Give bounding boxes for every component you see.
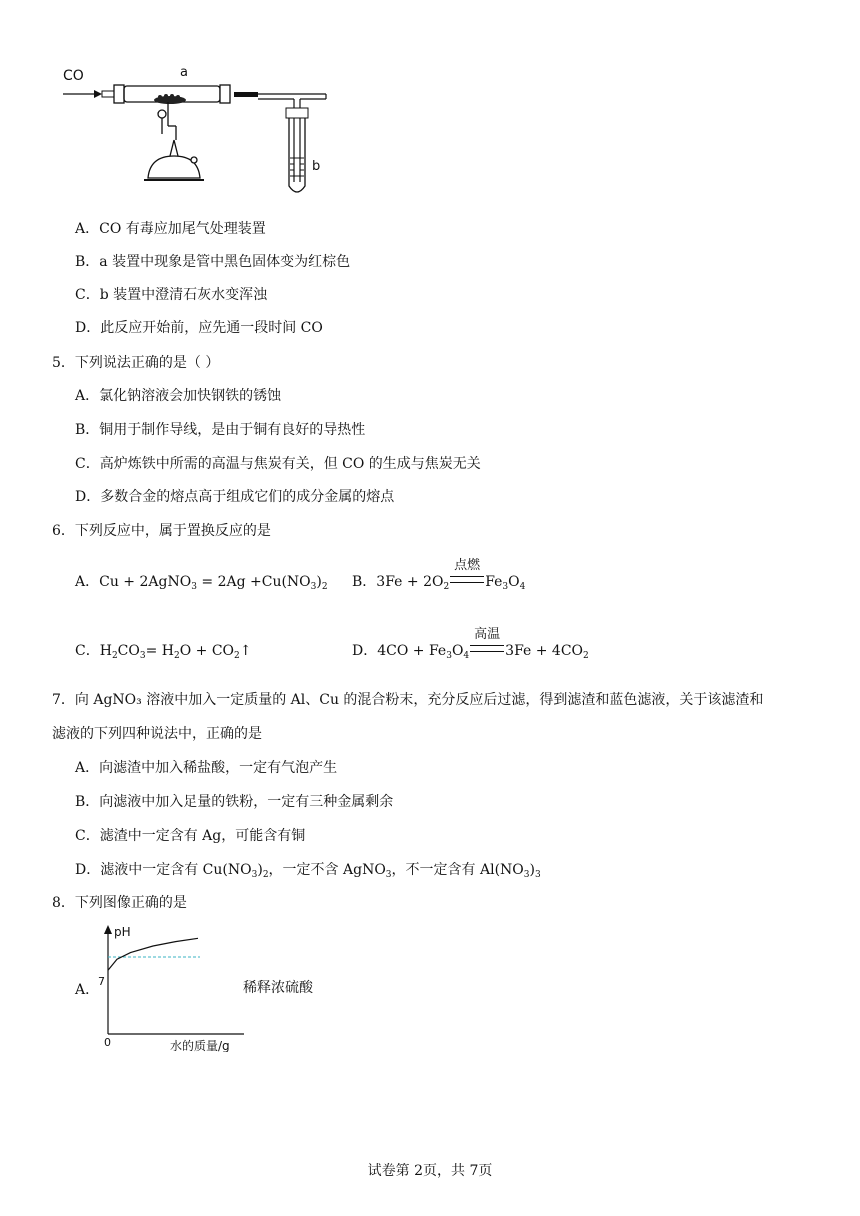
origin-label: 0 — [104, 1036, 111, 1049]
right-stopper — [220, 85, 230, 103]
q6-option-b: B．$3Fe + 2O_2$ 点燃 $Fe_3O_4$ — [352, 558, 526, 592]
q6-option-d-letter: D． — [352, 643, 378, 659]
q7-option-a: A．向滤渣中加入稀盐酸，一定有气泡产生 — [75, 760, 338, 776]
q8-stem: 8．下列图像正确的是 — [52, 895, 187, 911]
reaction-condition-high-temp: 高温 — [470, 641, 504, 661]
q6-option-c: C．$H_2CO_3= H_2O$ + $CO_2↑$ — [75, 643, 252, 661]
q7-option-d: D．滤液中一定含有 $Cu(NO_3)_2$，一定不含 AgNO$_3$，不一定含有 $Al(NO_3)_3$ — [75, 862, 541, 880]
q8-option-a-caption: 稀释浓硫酸 — [243, 980, 313, 996]
solid-powder — [154, 94, 186, 104]
q4-option-d: D．此反应开始前，应先通一段时间 CO — [75, 320, 323, 336]
page-footer: 试卷第 2页，共 7页 — [367, 1163, 493, 1179]
rubber-connector — [234, 92, 258, 97]
q7-stem-line2: 滤液的下列四种说法中，正确的是 — [52, 726, 262, 742]
q6-stem: 6．下列反应中，属于置换反应的是 — [52, 523, 271, 539]
q6-option-b-letter: B． — [352, 574, 377, 590]
q4-option-c: C．b 装置中澄清石灰水变浑浊 — [75, 287, 268, 303]
co-reduction-apparatus — [58, 64, 338, 204]
q5-stem: 5．下列说法正确的是（ ） — [52, 355, 220, 371]
co-gas-label: CO — [63, 68, 84, 84]
tube-a-label: a — [180, 65, 188, 80]
q7-stem-line1: 7．向 AgNO₃ 溶液中加入一定质量的 Al、Cu 的混合粉末，充分反应后过滤，得到滤渣和蓝色滤液，关于该滤渣和 — [52, 692, 764, 708]
q7-option-b: B．向滤液中加入足量的铁粉，一定有三种金属剩余 — [75, 794, 394, 810]
reaction-condition-ignite: 点燃 — [450, 572, 484, 592]
x-axis-label: 水的质量/g — [170, 1039, 230, 1052]
q8-option-a-letter: A． — [75, 982, 100, 998]
ph-dilution-chart — [94, 922, 254, 1052]
test-tube-b — [289, 118, 305, 192]
y-axis-arrow-icon — [104, 925, 112, 934]
q6-option-c-letter: C． — [75, 643, 100, 659]
q7-option-d-letter: D． — [75, 862, 101, 878]
q6-option-a-letter: A． — [75, 574, 100, 590]
alcohol-lamp — [144, 140, 204, 180]
y-tick-label: 7 — [98, 975, 105, 988]
ph-curve — [108, 938, 198, 970]
q5-option-b: B．铜用于制作导线，是由于铜有良好的导热性 — [75, 422, 366, 438]
iron-stand — [158, 102, 176, 140]
q4-option-a: A．CO 有毒应加尾气处理装置 — [75, 221, 266, 237]
q7-option-c: C．滤渣中一定含有 Ag，可能含有铜 — [75, 828, 306, 844]
testtube-stopper — [286, 108, 308, 118]
left-stopper — [114, 85, 124, 103]
q5-option-d: D．多数合金的熔点高于组成它们的成分金属的熔点 — [75, 489, 395, 505]
q5-option-c: C．高炉炼铁中所需的高温与焦炭有关，但 CO 的生成与焦炭无关 — [75, 456, 481, 472]
y-axis-label: pH — [114, 925, 131, 939]
q4-option-b: B．a 装置中现象是管中黑色固体变为红棕色 — [75, 254, 351, 270]
testtube-b-label: b — [312, 159, 321, 174]
q6-option-a: A．Cu + 2AgNO$_3$ = $2Ag +Cu(NO_3)_2$ — [75, 574, 328, 592]
q6-option-d: D．$4CO + Fe_3O_4$ 高温 $3Fe + 4CO_2$ — [352, 627, 589, 661]
arrow-head-icon — [94, 90, 102, 98]
q5-option-a: A．氯化钠溶液会加快钢铁的锈蚀 — [75, 388, 282, 404]
lime-water — [290, 158, 304, 176]
